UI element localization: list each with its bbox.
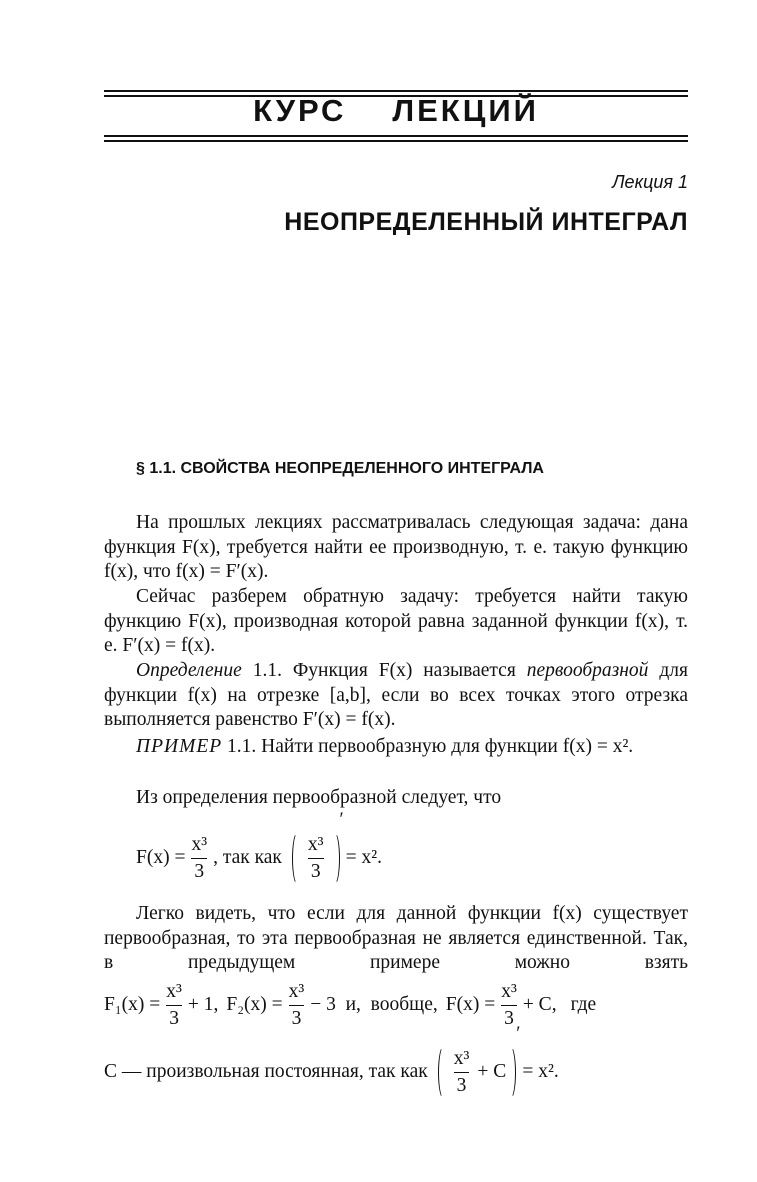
fraction-numerator: x³ (307, 833, 324, 855)
eq3-plusC: + C (477, 1061, 507, 1082)
eq2-fraction-1 (163, 981, 185, 1030)
eq3-paren (442, 1048, 513, 1097)
lecture-number: Лекция 1 (612, 172, 688, 192)
eq1-paren (296, 834, 336, 883)
example-rest: 1.1. Найти первообразную для функции f(x) = x². (222, 736, 634, 757)
eq2-plusC: + C, (522, 994, 557, 1015)
example-paragraph (104, 735, 688, 760)
definition-number: 1.1. Функция F(x) называется (241, 660, 527, 681)
fraction-denominator: 3 (308, 858, 324, 883)
lecture-title: НЕОПРЕДЕЛЕННЫЙ ИНТЕГРАЛ (284, 208, 688, 236)
eq3-prime: ′ (516, 1023, 521, 1044)
fraction-denominator: 3 (166, 1005, 182, 1030)
eq2-f2: F₂(x) = (226, 994, 283, 1015)
fraction-denominator: 3 (289, 1005, 305, 1030)
eq2-where: где (570, 994, 597, 1015)
definition-paragraph (104, 659, 688, 733)
eq2-f: F(x) = (445, 994, 496, 1015)
fraction-numerator: x³ (288, 980, 305, 1002)
eq1-paren-fraction (305, 834, 327, 883)
eq1-text: , так как (213, 847, 282, 868)
eq2-fraction-2 (286, 981, 308, 1030)
eq2-minus3: − 3 и, вообще, (310, 994, 438, 1015)
equation-2 (104, 980, 596, 1030)
fraction-numerator: x³ (191, 833, 208, 855)
top-rule-1 (104, 90, 688, 92)
paragraph-2: Сейчас разберем обратную задачу: требуется найти такую функцию F(x), производная которой равна заданной функции f(x), т. е. F′(x) = f(x). (104, 586, 688, 657)
equation-3 (104, 1023, 559, 1104)
paragraph-4: Легко видеть, что если для данной функции f(x) существует первообразная, то эта первообразная не является единственной. Так, в предыдущем примере можно взять (104, 903, 688, 974)
eq1-prime: ′ (339, 809, 344, 830)
paragraph-3: Из определения первообразной следует, что (136, 787, 502, 808)
fraction-numerator: x³ (453, 1047, 470, 1069)
fraction-denominator: 3 (501, 1005, 517, 1030)
section-title: § 1.1. СВОЙСТВА НЕОПРЕДЕЛЕННОГО ИНТЕГРАЛА (136, 460, 544, 477)
fraction-numerator: x³ (501, 980, 517, 1002)
fraction-numerator: x³ (166, 980, 182, 1002)
definition-term: первообразной (526, 660, 649, 681)
eq3-rhs: = x². (522, 1061, 559, 1082)
eq2-plus1: + 1, (187, 994, 219, 1015)
eq2-f1: F₁(x) = (104, 994, 161, 1015)
example-label: ПРИМЕР (136, 736, 223, 757)
definition-label: Определение (136, 660, 242, 681)
eq3-paren-fraction (451, 1048, 473, 1097)
definition-rest: для функции f(x) на отрезке [a,b], если во всех точках этого отрезка выполняется равенство F′(x) = f(x). (104, 660, 688, 731)
equation-1 (136, 809, 383, 890)
eq1-fraction (188, 834, 210, 883)
eq1-lhs: F(x) = (136, 847, 186, 868)
bottom-rule-2 (104, 140, 688, 142)
fraction-denominator: 3 (191, 858, 207, 883)
course-word-2: ЛЕКЦИЙ (392, 93, 539, 128)
fraction-denominator: 3 (454, 1072, 470, 1097)
course-title (104, 93, 688, 129)
paragraph-1: На прошлых лекциях рассматривалась следующая задача: дана функция F(x), требуется найти ее производную, т. е. такую функцию f(x), что f(x) = F′(x). (104, 512, 688, 583)
bottom-rule-1 (104, 135, 688, 137)
eq3-text: C — произвольная постоянная, так как (104, 1061, 428, 1082)
eq1-rhs: = x². (345, 847, 383, 868)
course-word-1: КУРС (253, 93, 347, 128)
